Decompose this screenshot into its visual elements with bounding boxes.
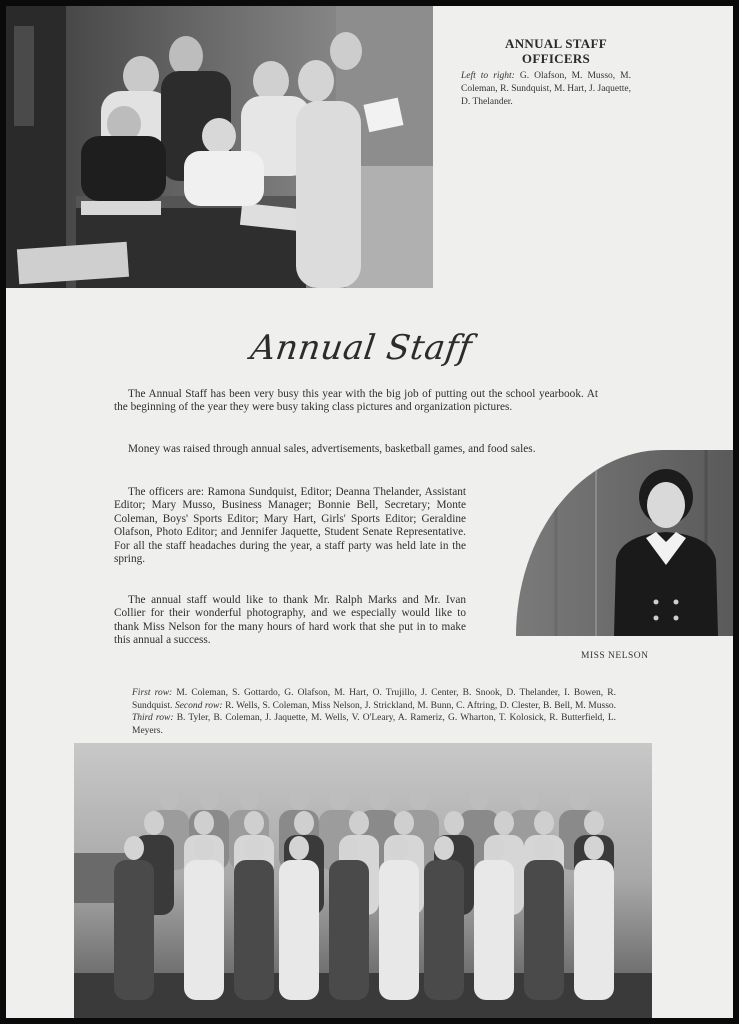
caption-names: G. Olafson, M. Musso, M. Coleman, R. Sundquist, M. Hart, J. Jaquette, D. Thelander. <box>461 71 631 107</box>
first-row-names: M. Coleman, S. Gottardo, G. Olafson, M. Hart, O. Trujillo, J. Center, B. Snook, D. Thelander, I. Bowen, R. Sundquist. <box>132 688 617 711</box>
caption-title-line-2: OFFICERS <box>521 51 591 66</box>
third-row-label: Third row: <box>132 713 174 724</box>
officers-caption-names <box>461 70 631 109</box>
paragraph-intro: The Annual Staff has been very busy this year with the big job of putting out the school yearbook. At the beginning of the year they were busy taking class pictures and organization pictures. <box>114 388 598 414</box>
page-title: Annual Staff <box>248 328 475 368</box>
yearbook-page <box>6 6 733 1018</box>
second-row-label: Second row: <box>174 700 223 711</box>
paragraph-fundraising: Money was raised through annual sales, advertisements, basketball games, and food sales. <box>128 443 536 455</box>
miss-nelson-photo <box>516 450 733 636</box>
officers-photo <box>6 6 433 288</box>
group-photo-caption <box>132 687 616 737</box>
first-row-label: First row: <box>132 688 173 698</box>
second-row-names: R. Wells, S. Coleman, Miss Nelson, J. Strickland, M. Bunn, C. Aftring, D. Clester, B. Bell, M. Musso. <box>225 700 617 711</box>
miss-nelson-caption: MISS NELSON <box>581 651 649 661</box>
paragraph-officers: The officers are: Ramona Sundquist, Editor; Deanna Thelander, Assistant Editor; Mary Musso, Business Manager; Bonnie Bell, Secretary; Monte Coleman, Boys' Sports Editor; Mary Hart, Girls' Sports Editor; Geraldine Olafson, Photo Editor; and Jennifer Jaquette, Student Senate Representative. For all the staff headaches during the year, a staff party was held late in the spring. <box>114 486 466 566</box>
annual-staff-group-photo <box>74 743 652 1018</box>
third-row-names: B. Tyler, B. Coleman, J. Jaquette, M. Wells, V. O'Leary, A. Rameriz, G. Wharton, T. Kolosick, R. Butterfield, L. Meyers. <box>132 713 617 736</box>
caption-lead: Left to right: <box>461 71 515 81</box>
officers-caption-title <box>461 36 651 66</box>
paragraph-thanks: The annual staff would like to thank Mr. Ralph Marks and Mr. Ivan Collier for their wonderful photography, and we especially would like to thank Miss Nelson for the many hours of hard work that she put in to make this annual a success. <box>114 594 466 647</box>
caption-title-line-1: ANNUAL STAFF <box>505 36 607 51</box>
